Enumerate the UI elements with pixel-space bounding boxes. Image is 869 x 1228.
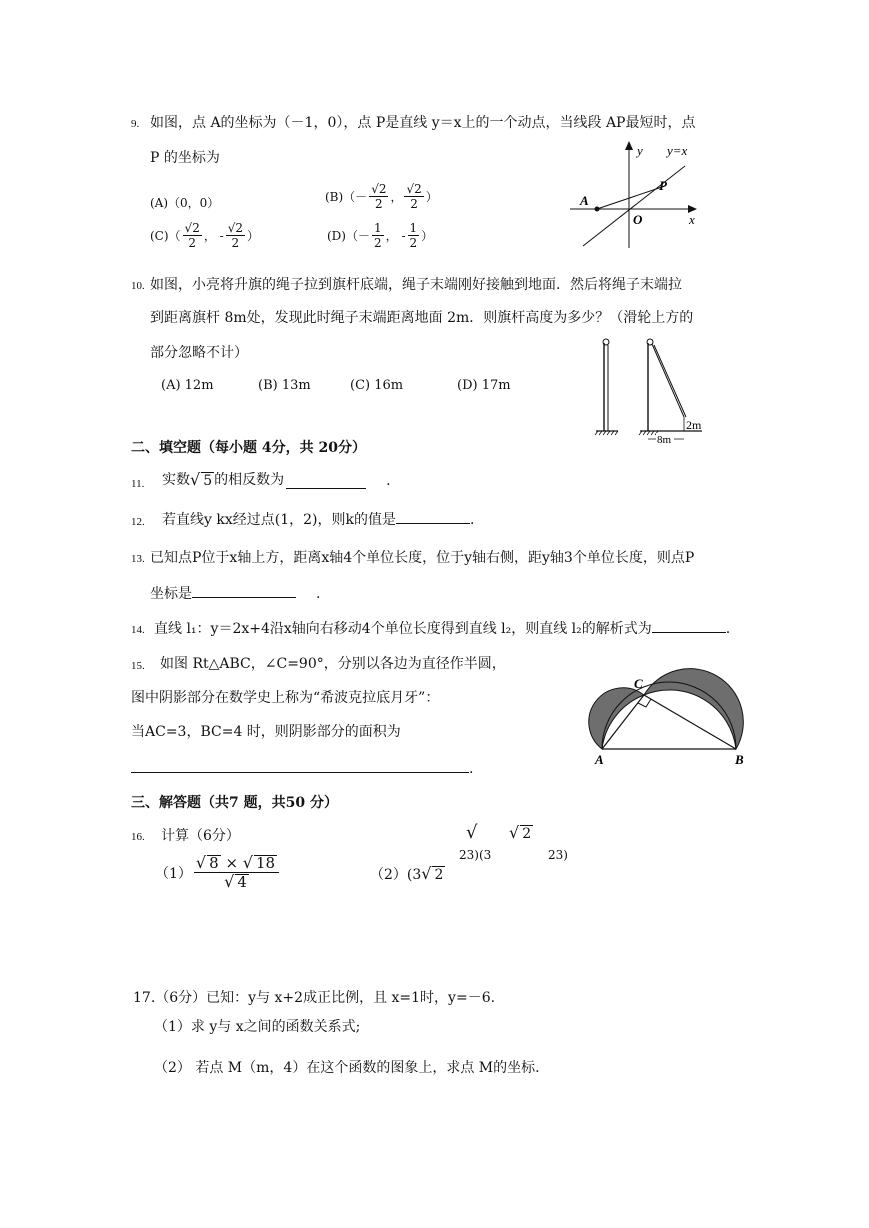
q10-flagpole-figure [592,335,712,445]
section-3-heading: 三、解答题（共7 题，共50 分） [131,795,338,811]
point-p-label: P [659,178,667,193]
line-y-equals-x [583,166,685,246]
q15-answer-blank[interactable] [131,758,469,773]
question-10-line3: 部分忽略不计） [150,345,248,361]
question-12-number: 12. [131,516,145,528]
section-2-heading: 二、填空题（每小题 4分，共 20分） [131,440,366,456]
q16-fragment-sqrt-2: √ 2 [509,823,532,842]
question-14-text: 直线 l₁：y＝2x+4沿x轴向右移动4个单位长度得到直线 l₂，则直线 l₂的解析式为 . [154,618,730,638]
line-label: y=x [667,143,688,158]
q10-option-a: (A) 12m [161,378,214,393]
q9-d-frac2: $\frac{1}{2}$ [409,221,418,250]
q16-part1-numerator: √ 8 × √ 18 [194,855,279,873]
question-10-number: 10. [131,280,145,292]
q16-fragment-2: 23) [548,848,568,862]
q12-answer-blank[interactable] [396,509,470,524]
question-13-line1: 已知点P位于x轴上方，距离x轴4个单位长度，位于y轴右侧，距y轴3个单位长度，则点P [150,550,695,566]
point-a-dot [595,207,600,212]
q9-option-c: (C)（ $\frac{√2}{2}$ ， - $\frac{√2}{2}$ ） [150,221,259,250]
q10-option-d: (D) 17m [457,378,511,393]
question-11-number: 11. [131,478,145,490]
q14-answer-blank[interactable] [652,618,726,633]
rope-pulled-2 [654,345,686,417]
question-15-answer-line: . [131,758,473,777]
q11-answer-blank[interactable] [286,474,366,489]
question-17-sub2: （2） 若点 M（m，4）在这个函数的图象上，求点 M的坐标. [154,1060,540,1076]
rope-pulled [652,344,684,417]
question-9-number: 9. [131,118,140,130]
question-16-number: 16. [131,831,145,843]
question-10-line1: 如图，小亮将升旗的绳子拉到旗杆底端，绳子末端刚好接触到地面．然后将绳子末端拉 [150,277,682,293]
q16-fragment-1: 23)(3 [459,848,492,862]
question-11-text: 实数 √ 5 的相反数为 . [162,470,391,489]
q10-option-b: (B) 13m [258,378,311,393]
question-13-line2: 坐标是 . [150,583,320,603]
question-14-number: 14. [131,624,145,636]
question-15-line3: 当AC=3，BC=4 时，则阴影部分的面积为 [131,724,401,740]
question-15-line2: 图中阴影部分在数学史上称为“希波克拉底月牙”： [131,690,440,706]
q10-option-c: (C) 16m [350,378,404,393]
q16-part2: （2）(3√ 2 [370,864,444,883]
q9-option-a: (A)（0，0） [150,196,220,210]
lune-ac [589,688,644,749]
origin-label: O [633,212,643,227]
question-16-title: 计算（6分） [161,828,240,844]
vertex-c-label: C [634,676,643,691]
question-9-line2: P 的坐标为 [150,150,220,166]
y-axis-arrow-icon [625,141,633,150]
point-a-label: A [580,193,589,208]
q16-fragment-sqrt-1-icon: √ [466,822,478,843]
q13-answer-blank[interactable] [192,583,296,598]
q9-d-frac1: $\frac{1}{2}$ [374,221,382,250]
question-15-number: 15. [131,660,145,672]
q16-part1-denominator: √ 4 [224,872,247,891]
q9-c-frac2: $\frac{√2}{2}$ [227,221,243,250]
sqrt-icon: √ [190,470,201,489]
question-9-line1: 如图，点 A的坐标为（－1，0），点 P是直线 y＝x上的一个动点，当线段 AP最短时，点 [150,115,696,131]
ground-hatch-left [595,431,618,435]
question-13-number: 13. [131,553,145,565]
q9-coordinate-figure [565,138,705,250]
q9-option-b: (B)（－ $\frac{√2}{2}$ ， $\frac{√2}{2}$ ） [325,182,438,211]
question-10-line2: 到距离旗杆 8m处，发现此时绳子末端距离地面 2m．则旗杆高度为多少？（滑轮上方的 [150,310,694,326]
question-17-sub1: （1）求 y与 x之间的函数关系式; [154,1019,361,1035]
pulley-left-icon [603,339,609,345]
lune-bc [644,669,743,749]
q16-part1-fraction [194,855,279,890]
q9-b-frac1: $\frac{√2}{2}$ [371,182,387,211]
q9-b-prefix: (B)（－ [325,190,368,204]
q9-c-frac1: $\frac{√2}{2}$ [184,221,200,250]
y-axis-label: y [637,143,643,158]
q15-lune-figure [585,668,755,768]
q9-b-frac2: $\frac{√2}{2}$ [406,182,422,211]
ground-hatch-right [639,431,658,435]
distance-8m-label: 8m [657,434,672,445]
height-2m-label: 2m [686,418,702,432]
q9-option-d: (D)（－ $\frac{1}{2}$ ， - $\frac{1}{2}$ ） [327,221,434,250]
question-12-text: 若直线y kx经过点(1，2)，则k的值是 . [162,509,474,529]
segment-ap [597,186,665,209]
question-15-line1: 如图 Rt△ABC，∠C=90°，分别以各边为直径作半圆， [160,656,506,672]
question-17-stem: 17.（6分）已知：y与 x+2成正比例，且 x=1时，y=－6. [133,990,496,1006]
q16-part1: （1） $\frac{√ 8 \times √ 18}{√ 4}$ [155,855,281,890]
x-axis-label: x [689,212,695,227]
vertex-b-label: B [735,752,744,767]
vertex-a-label: A [595,752,604,767]
